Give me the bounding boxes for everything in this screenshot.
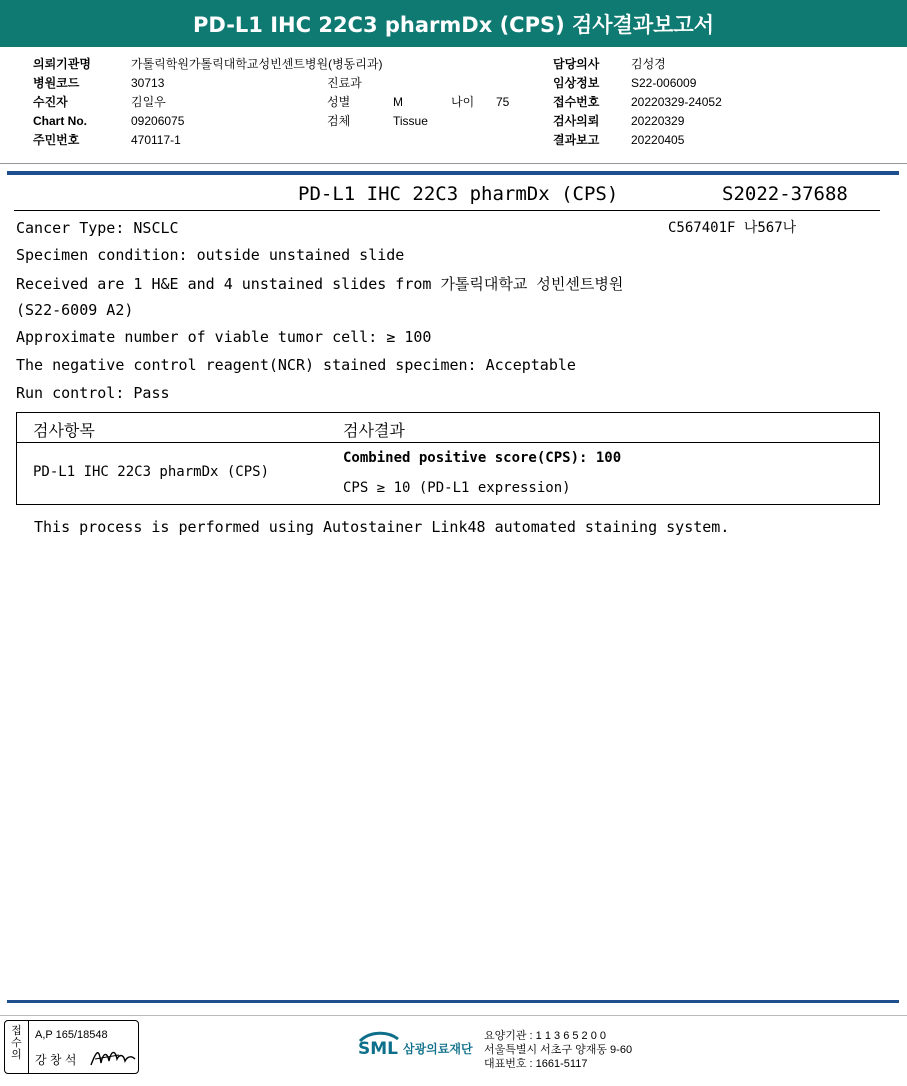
pathologist-stamp [4, 1020, 139, 1074]
institution-label: 의뢰기관명 [33, 57, 91, 71]
age-label: 나이 [451, 95, 475, 109]
test-item-cell: PD-L1 IHC 22C3 pharmDx (CPS) [33, 464, 270, 480]
case-number: S2022-37688 [722, 183, 848, 205]
ap-number: A,P 165/18548 [35, 1029, 108, 1041]
sex-value: M [393, 95, 403, 109]
report-title-bar [0, 0, 907, 47]
doctor-value: 김성경 [631, 57, 666, 71]
ncr-line: The negative control reagent(NCR) stained specimen: Acceptable [16, 356, 576, 374]
report-date-value: 20220405 [631, 133, 685, 147]
id-value: 470117-1 [131, 133, 181, 147]
chart-label: Chart No. [33, 114, 87, 128]
header-right-values [631, 55, 722, 150]
clinical-label: 임상정보 [553, 76, 600, 90]
title-underline [14, 210, 880, 211]
patient-value: 김일우 [131, 95, 166, 109]
org-name: 삼광의료재단 [403, 1042, 473, 1056]
footer-divider [0, 1015, 907, 1016]
tumor-cell-line: Approximate number of viable tumor cell: ≥ 100 [16, 328, 432, 346]
report-date-label: 결과보고 [553, 133, 600, 147]
institution-value: 가톨릭학원가톨릭대학교성빈센트병원 [131, 57, 329, 71]
result-table-header [17, 413, 879, 443]
header-left-labels [33, 55, 91, 150]
bottom-blue-rule [7, 1000, 899, 1003]
test-name: PD-L1 IHC 22C3 pharmDx (CPS) [298, 183, 619, 205]
header-divider [0, 163, 907, 164]
dept-value: (병동리과) [328, 57, 383, 71]
run-control-line: Run control: Pass [16, 384, 170, 402]
department-label: 진료과 [327, 76, 362, 90]
result-main-cell: Combined positive score(CPS): 100 [343, 450, 622, 466]
process-note: This process is performed using Autostainer Link48 automated staining system. [34, 518, 730, 536]
result-table [16, 412, 880, 505]
received-line: Received are 1 H&E and 4 unstained slides from 가톨릭대학교 성빈센트병원 [16, 275, 624, 293]
org-reg-no: 요양기관 : 1 1 3 6 5 2 0 0 [484, 1030, 607, 1042]
patient-label: 수진자 [33, 95, 68, 109]
slide-ref-line: (S22-6009 A2) [16, 301, 134, 319]
result-sub-cell: CPS ≥ 10 (PD-L1 expression) [343, 480, 571, 496]
report-title: PD-L1 IHC 22C3 pharmDx (CPS) 검사결과보고서 [192, 12, 715, 37]
hospital-code-label: 병원코드 [33, 76, 80, 90]
sex-label: 성별 [327, 95, 351, 109]
org-info [484, 1029, 632, 1071]
receipt-label: 접수번호 [553, 95, 600, 109]
col-result-header: 검사결과 [343, 423, 405, 440]
col-item-header: 검사항목 [33, 423, 95, 440]
header-right-labels [553, 55, 599, 150]
hospital-code-value: 30713 [131, 76, 165, 90]
chart-value: 09206075 [131, 114, 185, 128]
id-label: 주민번호 [33, 133, 80, 147]
doctor-label: 담당의사 [553, 57, 600, 71]
specimen-condition-line: Specimen condition: outside unstained slide [16, 246, 405, 264]
age-value: 75 [496, 95, 510, 109]
org-logo [356, 1031, 400, 1061]
clinical-value: S22-006009 [631, 76, 697, 90]
signature-icon [89, 1045, 137, 1069]
receipt-value: 20220329-24052 [631, 95, 722, 109]
request-value: 20220329 [631, 114, 685, 128]
cancer-type-line: Cancer Type: NSCLC [16, 219, 179, 237]
specimen-label: 검체 [327, 114, 351, 128]
logo-text: SML [358, 1039, 398, 1059]
org-address: 서울특별시 서초구 양재동 9-60 [484, 1044, 633, 1056]
stamp-label [5, 1021, 29, 1073]
specimen-code: C567401F 나567나 [668, 220, 797, 236]
pathologist-name: 강 창 석 [35, 1053, 77, 1067]
top-blue-rule [7, 171, 899, 175]
org-phone: 대표번호 : 1661-5117 [484, 1058, 588, 1070]
request-label: 검사의뢰 [553, 114, 600, 128]
stamp-label-text: 접수의 [11, 1025, 22, 1061]
specimen-value: Tissue [393, 114, 428, 128]
